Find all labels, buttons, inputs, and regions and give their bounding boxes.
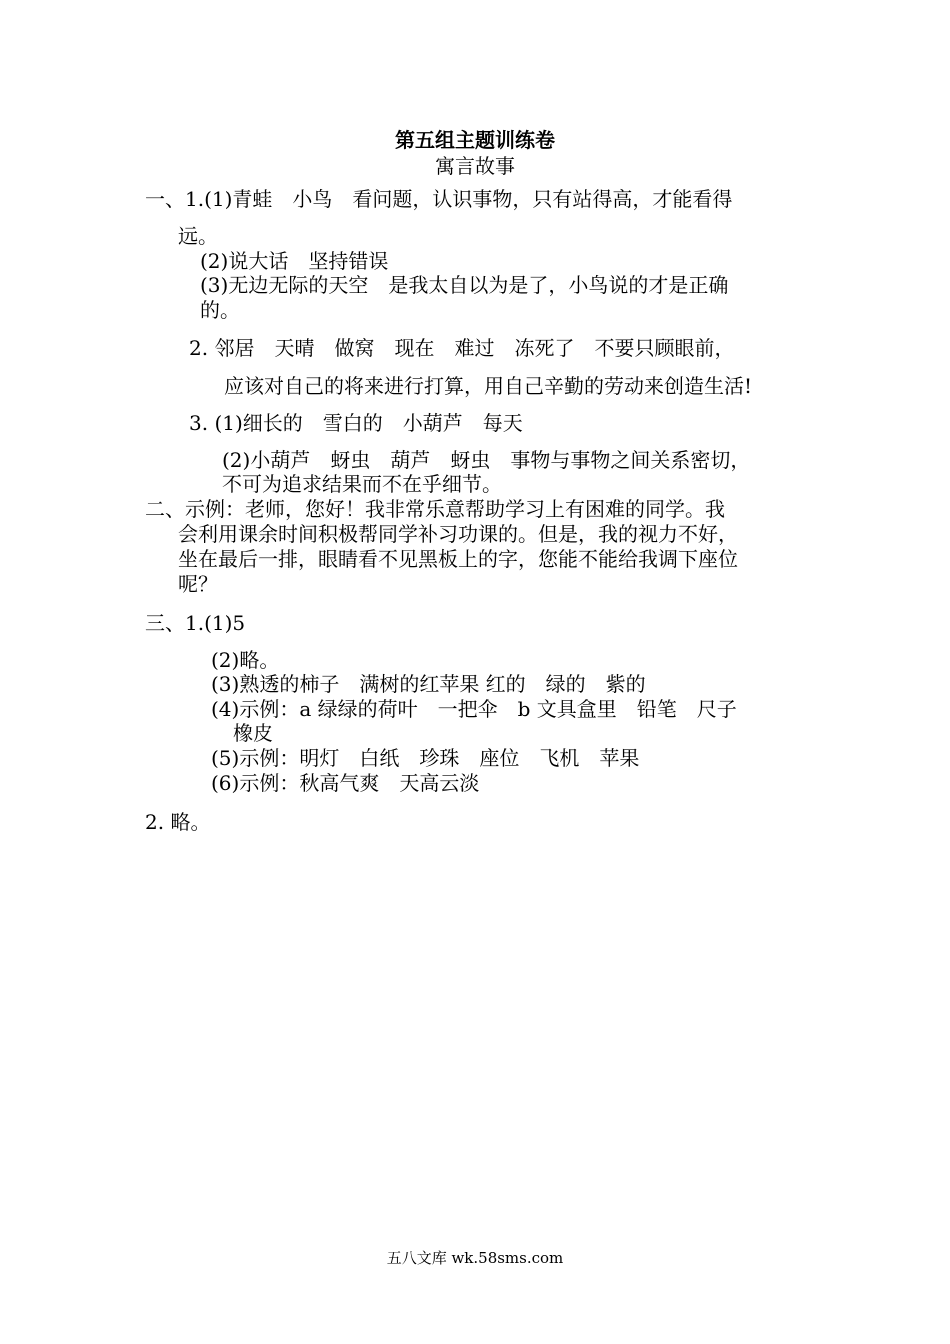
answer-line: 会利用课余时间积极帮同学补习功课的。但是，我的视力不好， [178, 522, 738, 546]
answer-line: 的。 [200, 298, 240, 322]
answer-line: 橡皮 [233, 721, 273, 745]
answer-line: (2)说大话 坚持错误 [200, 249, 389, 273]
answer-line: 3. (1)细长的 雪白的 小葫芦 每天 [189, 411, 523, 435]
answer-line: 坐在最后一排，眼睛看不见黑板上的字，您能不能给我调下座位 [178, 547, 738, 571]
answer-line: 2. 邻居 天晴 做窝 现在 难过 冻死了 不要只顾眼前， [189, 336, 735, 360]
answer-line: (2)略。 [211, 648, 280, 672]
answer-line: (5)示例：明灯 白纸 珍珠 座位 飞机 苹果 [211, 746, 640, 770]
answer-line: (6)示例：秋高气爽 天高云淡 [211, 771, 480, 795]
footer-watermark: 五八文库 wk.58sms.com [386, 1249, 564, 1267]
answer-line: 远。 [178, 224, 218, 248]
answer-line: 二、示例：老师，您好！我非常乐意帮助学习上有困难的同学。我 [145, 497, 725, 521]
answer-line: (4)示例：a 绿绿的荷叶 一把伞 b 文具盒里 铅笔 尺子 [211, 697, 737, 721]
answer-line: 不可为追求结果而不在乎细节。 [222, 472, 502, 496]
answer-line: 一、1.(1)青蛙 小鸟 看问题，认识事物，只有站得高，才能看得 [145, 187, 733, 211]
page-subtitle: 寓言故事 [435, 154, 515, 178]
answer-line: 应该对自己的将来进行打算，用自己辛勤的劳动来创造生活! [224, 374, 753, 398]
answer-line: 三、1.(1)5 [145, 611, 246, 635]
answer-line: (3)无边无际的天空 是我太自以为是了，小鸟说的才是正确 [200, 273, 729, 297]
answer-line: 呢？ [178, 572, 218, 596]
answer-line: (3)熟透的柿子 满树的红苹果 红的 绿的 紫的 [211, 672, 646, 696]
answer-line: (2)小葫芦 蚜虫 葫芦 蚜虫 事物与事物之间关系密切， [222, 448, 751, 472]
answer-line: 2. 略。 [145, 810, 211, 834]
page-title: 第五组主题训练卷 [395, 128, 555, 152]
